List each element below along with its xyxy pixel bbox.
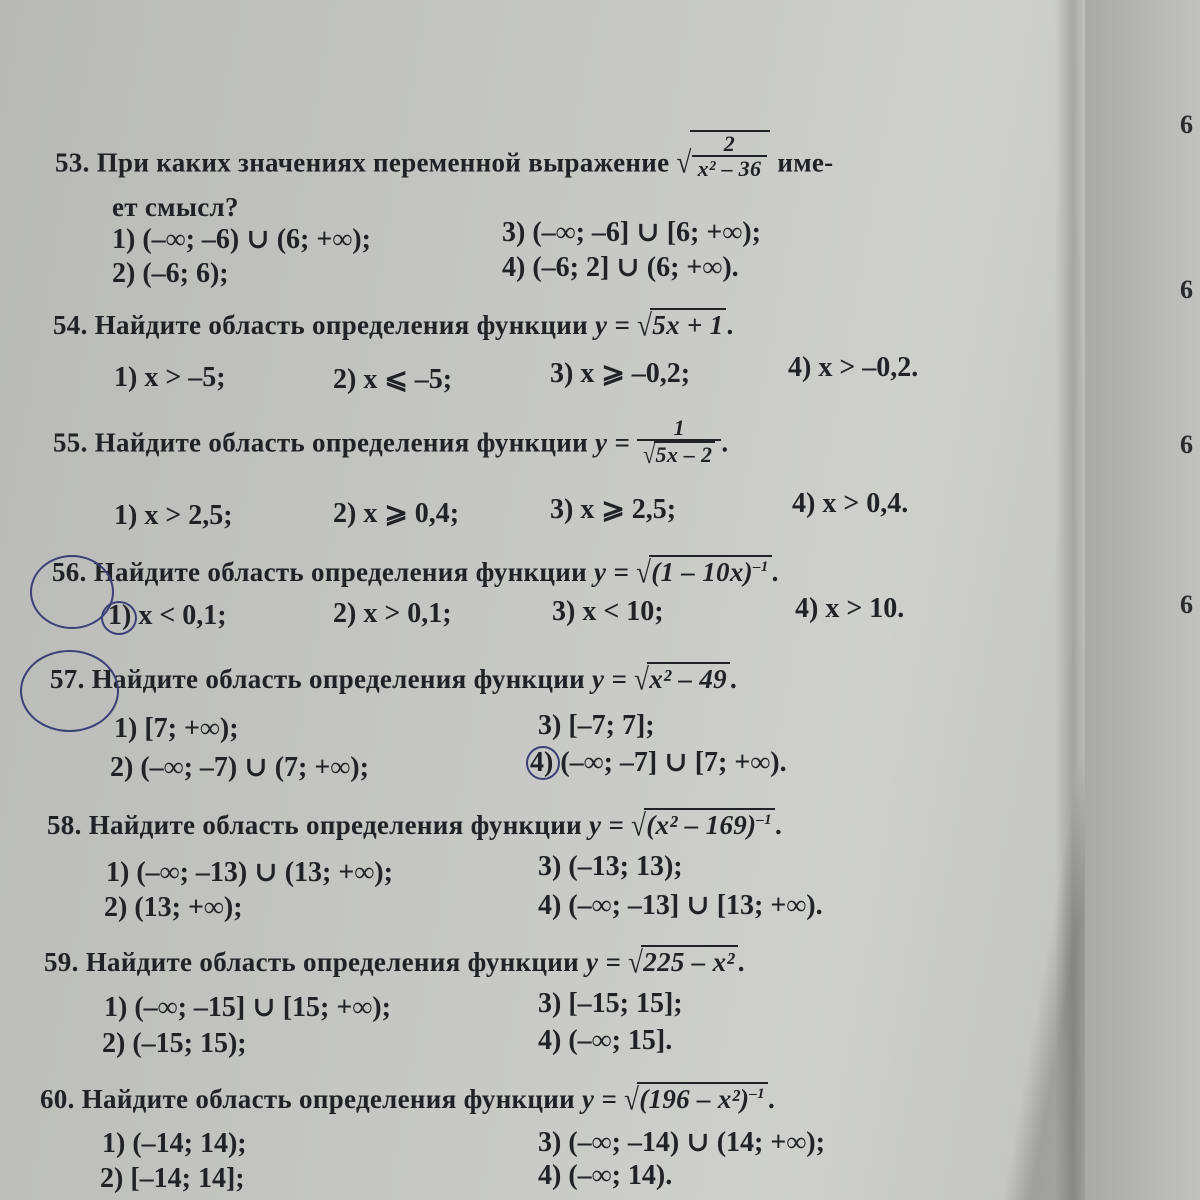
radicand: (196 – x²)	[639, 1084, 750, 1114]
period: .	[771, 557, 779, 587]
question-text: Найдите область определения функции	[94, 310, 588, 340]
question-text: Найдите область определения функции	[91, 664, 585, 694]
answer-option[interactable]: 2) x ⩽ –5;	[333, 364, 453, 395]
radicand: 5x + 1	[650, 308, 726, 341]
function-name: y =	[592, 664, 628, 694]
radicand: x² – 49	[647, 662, 730, 695]
answer-option[interactable]: 4) x > 0,4.	[792, 488, 909, 519]
question-text: Найдите область определения функции	[94, 427, 588, 458]
answer-option[interactable]: 3) x ⩾ 2,5;	[550, 494, 677, 525]
radical-sign: √	[624, 1081, 640, 1117]
function-name: y =	[595, 310, 631, 340]
problem-number: 54.	[53, 310, 88, 340]
answer-option[interactable]: 1) (–∞; –15] ∪ [15; +∞);	[104, 992, 391, 1023]
pen-circle-mark	[101, 601, 137, 635]
question-text: Найдите область определения функции	[81, 1084, 575, 1114]
period: .	[721, 427, 729, 458]
period: .	[729, 664, 738, 694]
radical-sign: √	[628, 944, 644, 980]
answer-option[interactable]: 1) [7; +∞);	[114, 713, 239, 744]
radicand-group	[649, 555, 771, 588]
problem-number: 56.	[52, 557, 87, 587]
answer-option[interactable]: 2) (13; +∞);	[104, 892, 243, 923]
answer-option[interactable]: 2) (–∞; –7) ∪ (7; +∞);	[110, 752, 369, 783]
period: .	[767, 1084, 776, 1114]
problem-number: 59.	[44, 947, 79, 977]
exponent: –1	[756, 812, 772, 828]
answer-option[interactable]: 3) (–∞; –6] ∪ [6; +∞);	[502, 217, 761, 248]
function-name: y =	[586, 947, 622, 977]
answer-option[interactable]: 1) x > 2,5;	[114, 500, 233, 531]
answer-option[interactable]: 3) x < 10;	[552, 596, 664, 627]
function-name: y =	[582, 1084, 618, 1114]
answer-option[interactable]: 3) (–13; 13);	[538, 851, 683, 882]
answer-option[interactable]: 2) x ⩾ 0,4;	[333, 498, 460, 529]
problem-number: 55.	[53, 427, 88, 458]
fraction	[690, 130, 771, 180]
answer-option[interactable]: 3) (–∞; –14) ∪ (14; +∞);	[538, 1127, 825, 1158]
radicand: 225 – x²	[641, 945, 738, 978]
period: .	[737, 947, 745, 977]
exponent: –1	[749, 1086, 765, 1102]
pen-circle-mark	[20, 650, 119, 732]
period: .	[726, 310, 734, 340]
answer-option[interactable]: 4) x > 10.	[795, 593, 905, 624]
problem-number: 53.	[55, 147, 90, 178]
answer-option[interactable]: 2) [–14; 14];	[100, 1163, 245, 1194]
answer-option[interactable]: 1) x > –5;	[114, 362, 226, 393]
problem-number: 58.	[47, 810, 82, 840]
adjacent-page-number: 6	[1180, 110, 1193, 139]
adjacent-page-number: 6	[1180, 430, 1193, 459]
radical-sign: √	[631, 807, 647, 843]
answer-option[interactable]: 4) x > –0,2.	[788, 352, 919, 383]
fraction-denominator: x² – 36	[692, 155, 768, 180]
question-text: име-	[777, 147, 834, 178]
radical-sign: √	[634, 661, 650, 697]
fraction-numerator: 1	[673, 415, 685, 440]
answer-option[interactable]: 4) (–∞; 15].	[538, 1025, 673, 1056]
question-text: ет смысл?	[112, 192, 239, 222]
radical-sign: √	[636, 554, 652, 590]
radical-sign: √	[676, 144, 692, 180]
question-text: Найдите область определения функции	[93, 557, 587, 587]
problem-58-question	[47, 808, 782, 841]
problem-60-question	[40, 1082, 775, 1115]
adjacent-page-number: 6	[1180, 275, 1193, 304]
answer-option[interactable]: 4) (–∞; –13] ∪ [13; +∞).	[538, 890, 823, 921]
answer-option[interactable]: 3) x ⩾ –0,2;	[550, 358, 691, 389]
answer-option[interactable]: 2) x > 0,1;	[333, 598, 452, 629]
problem-54-question	[53, 308, 734, 341]
adjacent-page-number: 6	[1180, 590, 1193, 619]
fraction-numerator: 2	[723, 131, 736, 156]
answer-option[interactable]: 1) (–∞; –6) ∪ (6; +∞);	[112, 224, 371, 255]
book-gutter-shadow	[1055, 0, 1085, 1200]
period: .	[774, 810, 783, 840]
answer-option[interactable]: 1) (–14; 14);	[102, 1128, 247, 1159]
problem-number: 60.	[40, 1084, 75, 1114]
answer-option[interactable]: 2) (–15; 15);	[102, 1028, 247, 1059]
answer-option[interactable]: 3) [–7; 7];	[538, 710, 655, 741]
problem-number: 57.	[50, 664, 85, 694]
problem-59-question	[44, 945, 745, 978]
radical-sign: √	[637, 307, 653, 343]
problem-56-question	[52, 555, 779, 588]
pen-circle-mark	[526, 746, 560, 780]
exponent: –1	[752, 559, 769, 575]
function-name: y =	[594, 557, 630, 587]
radicand: 5x – 2	[654, 441, 716, 466]
function-name: y =	[595, 427, 631, 458]
radicand: (x² – 169)	[646, 810, 757, 840]
answer-option[interactable]: 2) (–6; 6);	[112, 258, 229, 289]
answer-option[interactable]: 4) (–∞; –7] ∪ [7; +∞).	[530, 747, 787, 778]
fraction	[637, 415, 721, 469]
problem-55-question	[53, 415, 729, 470]
question-text: Найдите область определения функции	[85, 947, 579, 977]
fraction-denominator: √5x – 2	[637, 439, 721, 466]
function-name: y =	[589, 810, 625, 840]
radicand-group	[644, 808, 775, 841]
answer-option[interactable]: 4) (–6; 2] ∪ (6; +∞).	[502, 252, 739, 283]
problem-53-question	[55, 131, 834, 190]
problem-57-question	[50, 662, 737, 695]
question-text: При каких значениях переменной выражение	[96, 147, 670, 178]
answer-option[interactable]: 4) (–∞; 14).	[538, 1160, 673, 1191]
radicand-group	[637, 1082, 768, 1115]
answer-option[interactable]: 1) x < 0,1;	[108, 600, 227, 631]
radicand: (1 – 10x)	[651, 557, 753, 587]
question-text: Найдите область определения функции	[88, 810, 582, 840]
answer-option[interactable]: 1) (–∞; –13) ∪ (13; +∞);	[106, 857, 393, 888]
answer-option[interactable]: 3) [–15; 15];	[538, 988, 683, 1019]
